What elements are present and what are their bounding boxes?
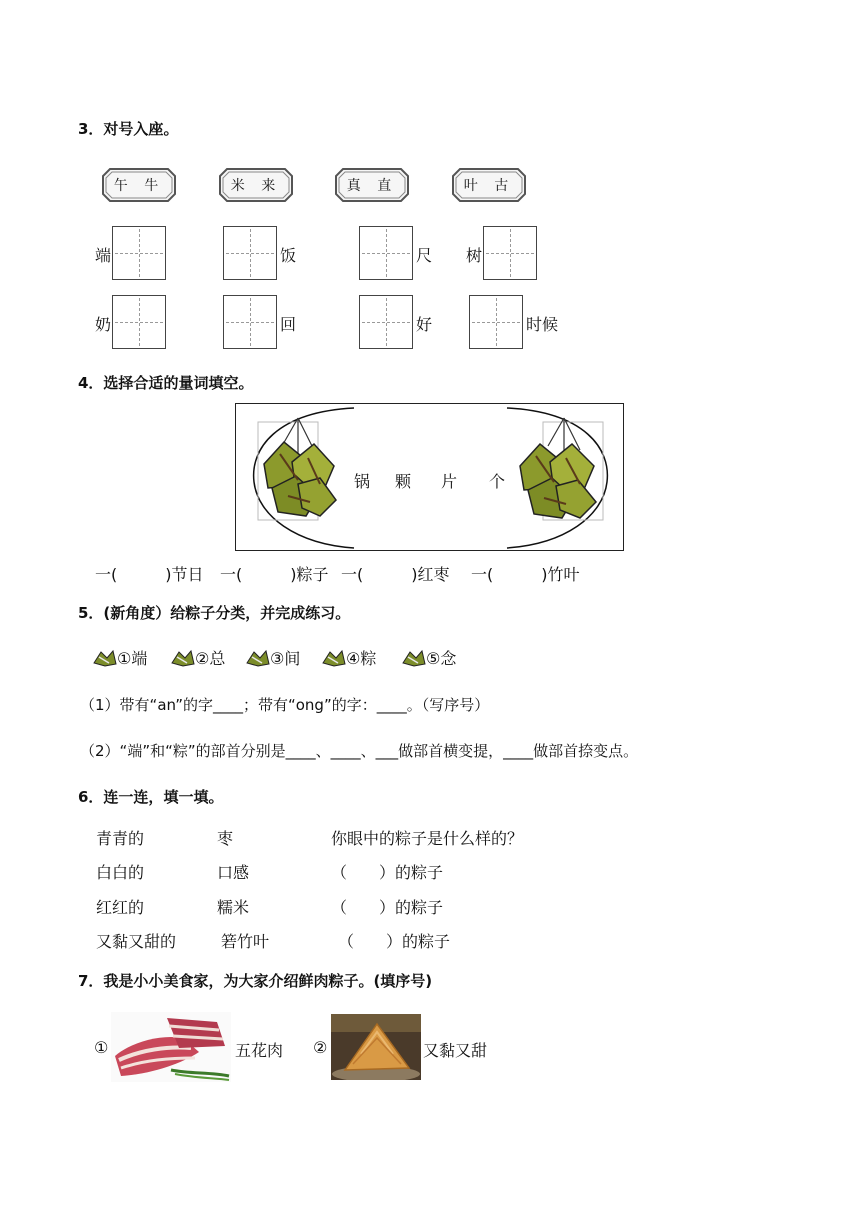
q3-title: 3．对号入座。 [78, 120, 179, 138]
noun[interactable]: 口感 [217, 863, 250, 882]
writing-grid[interactable] [112, 295, 166, 349]
description-label: 又黏又甜 [423, 1041, 488, 1060]
writing-grid[interactable] [359, 295, 413, 349]
q6-question: 你眼中的粽子是什么样的？ [331, 829, 524, 848]
measure-word: 颗 [395, 472, 412, 491]
zongzi-icon [402, 649, 426, 667]
zongzi-photo [331, 1014, 421, 1080]
char-pair-tag [102, 168, 176, 202]
measure-blank[interactable]: 一( )节日 [95, 565, 204, 584]
q5-sub1[interactable]: （1）带有“an”的字____；带有“ong”的字：____。（写序号） [80, 696, 490, 714]
writing-grid[interactable] [223, 226, 277, 280]
word-label: 树 [466, 246, 483, 265]
measure-word-box [235, 403, 624, 551]
noun[interactable]: 枣 [217, 829, 234, 848]
zongzi-item [246, 646, 300, 669]
measure-word: 片 [441, 472, 458, 491]
q6-title: 6．连一连，填一填。 [78, 788, 224, 806]
word-label: 饭 [280, 246, 297, 265]
q5-sub2[interactable]: （2）“端”和“粽”的部首分别是____、____、___做部首横变提，____做部首捺变点。 [80, 742, 639, 760]
zongzi-item-label: ⑤念 [426, 649, 457, 668]
word-label: 回 [280, 315, 297, 334]
char-pair-tag [452, 168, 526, 202]
measure-word: 锅 [354, 472, 371, 491]
step-number: ② [313, 1038, 328, 1057]
zongzi-icon [322, 649, 346, 667]
adjective[interactable]: 青青的 [96, 829, 145, 848]
q5-title: 5．(新角度）给粽子分类，并完成练习。 [78, 604, 351, 622]
word-label: 好 [416, 315, 433, 334]
measure-blank[interactable]: 一( )红枣 [341, 565, 450, 584]
word-label: 端 [95, 246, 112, 265]
word-label: 尺 [416, 246, 433, 265]
fill-blank[interactable]: （ ）的粽子 [338, 932, 451, 951]
writing-grid[interactable] [469, 295, 523, 349]
q4-title: 4．选择合适的量词填空。 [78, 374, 254, 392]
zongzi-item [322, 646, 376, 669]
measure-word: 个 [489, 472, 506, 491]
zongzi-icon [171, 649, 195, 667]
char-pair-text: 米 来 [230, 178, 282, 194]
char-pair-text: 叶 古 [463, 178, 515, 194]
zongzi-frame-art [236, 404, 625, 552]
zongzi-item [402, 646, 456, 669]
fill-blank[interactable]: （ ）的粽子 [331, 863, 444, 882]
measure-blank[interactable]: 一( )竹叶 [471, 565, 580, 584]
noun[interactable]: 箬竹叶 [221, 932, 270, 951]
zongzi-item-label: ④粽 [346, 649, 377, 668]
zongzi-item-label: ③间 [270, 649, 301, 668]
zongzi-item-label: ①端 [117, 649, 148, 668]
adjective[interactable]: 红红的 [96, 898, 145, 917]
writing-grid[interactable] [359, 226, 413, 280]
noun[interactable]: 糯米 [217, 898, 250, 917]
word-label: 奶 [95, 315, 112, 334]
zongzi-icon [93, 649, 117, 667]
writing-grid[interactable] [223, 295, 277, 349]
adjective[interactable]: 又黏又甜的 [96, 932, 177, 951]
writing-grid[interactable] [483, 226, 537, 280]
zongzi-icon [246, 649, 270, 667]
zongzi-item-label: ②总 [195, 649, 226, 668]
zongzi-item [171, 646, 225, 669]
pork-belly-image [111, 1012, 231, 1082]
char-pair-tag [335, 168, 409, 202]
fill-blank[interactable]: （ ）的粽子 [331, 898, 444, 917]
adjective[interactable]: 白白的 [96, 863, 145, 882]
writing-grid[interactable] [112, 226, 166, 280]
char-pair-tag [219, 168, 293, 202]
ingredient-label: 五花肉 [235, 1041, 284, 1060]
char-pair-text: 午 牛 [113, 178, 165, 194]
word-label: 时候 [526, 315, 559, 334]
zongzi-item [93, 646, 147, 669]
zongzi-bundle-right [520, 418, 596, 518]
step-number: ① [94, 1038, 109, 1057]
measure-blank[interactable]: 一( )粽子 [220, 565, 329, 584]
q7-title: 7．我是小小美食家，为大家介绍鲜肉粽子。(填序号) [78, 972, 433, 990]
char-pair-text: 真 直 [346, 178, 398, 194]
